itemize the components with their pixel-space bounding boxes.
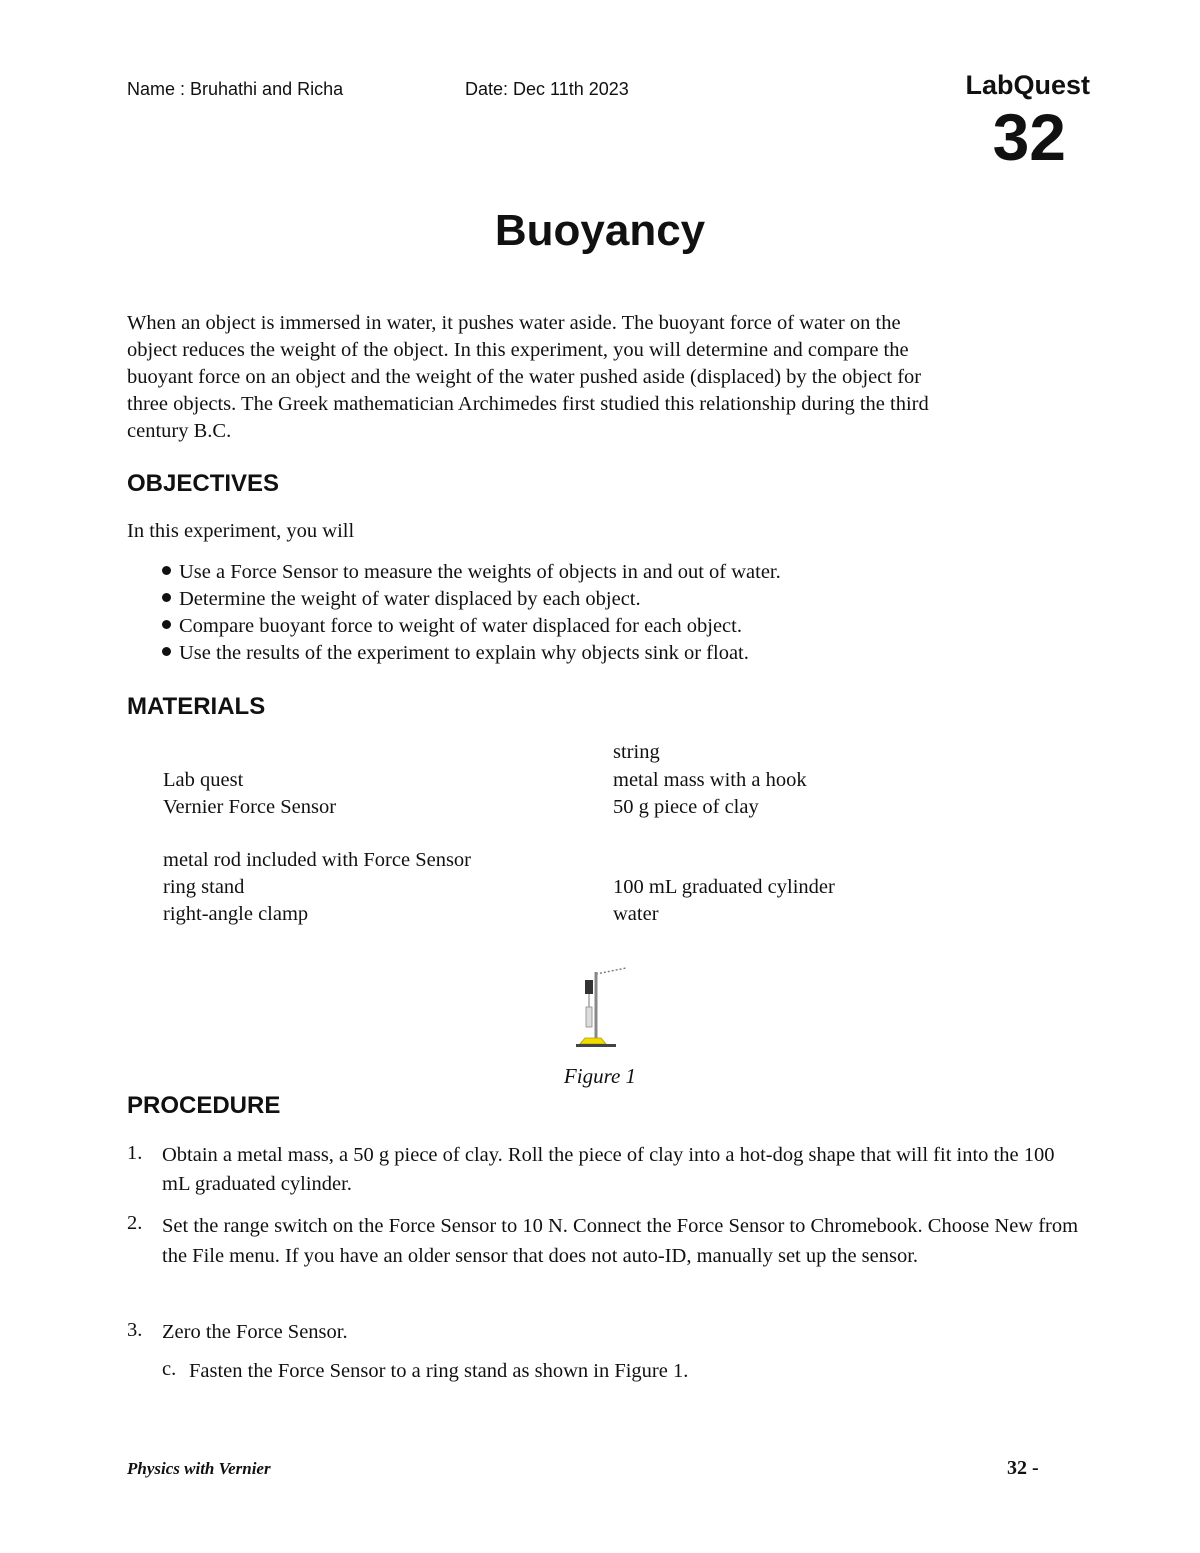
graduated-cylinder — [586, 1007, 592, 1027]
step-text: Obtain a metal mass, a 50 g piece of clay. Roll the piece of clay into a hot-dog shape that will fit into the 100 mL graduated cylinder. — [162, 1144, 1055, 1195]
bullet-icon — [162, 647, 171, 656]
lab-number: 32 — [992, 100, 1066, 174]
stand-base-yellow — [580, 1038, 606, 1044]
material-item: right-angle clamp — [163, 903, 309, 925]
intro-line: buoyant force on an object and the weight of the water pushed aside (displaced) by the object for — [127, 366, 922, 388]
stand-base — [576, 1044, 616, 1047]
material-item: metal rod included with Force Sensor — [163, 849, 472, 871]
labquest-label: LabQuest — [965, 70, 1090, 100]
intro-line: When an object is immersed in water, it pushes water aside. The buoyant force of water on the — [127, 312, 901, 334]
material-item: water — [613, 903, 659, 925]
step-number: 3. — [127, 1319, 143, 1341]
substep-text: Fasten the Force Sensor to a ring stand as shown in Figure 1. — [189, 1360, 689, 1382]
material-item: Vernier Force Sensor — [163, 796, 337, 818]
step-text: Zero the Force Sensor. — [162, 1321, 348, 1343]
objective-item: Use a Force Sensor to measure the weights of objects in and out of water. — [162, 559, 781, 586]
intro-line: object reduces the weight of the object. In this experiment, you will determine and compare the — [127, 339, 909, 361]
material-item: Lab quest — [163, 769, 244, 791]
objectives-lead: In this experiment, you will — [127, 520, 355, 542]
clamp-rod — [596, 968, 626, 974]
objectives-heading: OBJECTIVES — [127, 470, 280, 497]
page-title: Buoyancy — [494, 206, 706, 255]
step-number: 1. — [127, 1142, 143, 1164]
intro-line: three objects. The Greek mathematician Archimedes first studied this relationship during the third — [127, 393, 929, 415]
substep-number: c. — [162, 1358, 177, 1380]
step-text: Set the range switch on the Force Sensor to 10 N. Connect the Force Sensor to Chromebook. Choose New from the File menu. If you have an older sensor that does not auto-ID, manually set up the sensor. — [162, 1215, 1079, 1267]
material-item: string — [613, 741, 660, 763]
footer-book-title: Physics with Vernier — [127, 1459, 271, 1478]
lab-date: Date: Dec 11th 2023 — [465, 79, 629, 99]
footer-page-number: 32 - — [1007, 1457, 1039, 1479]
procedure-heading: PROCEDURE — [127, 1092, 281, 1119]
intro-paragraph — [127, 310, 1072, 445]
material-item: 50 g piece of clay — [613, 796, 759, 818]
objective-item: Determine the weight of water displaced by each object. — [162, 586, 641, 613]
material-item: ring stand — [163, 876, 245, 898]
step-number: 2. — [127, 1212, 143, 1234]
material-item: metal mass with a hook — [613, 769, 807, 791]
material-item: 100 mL graduated cylinder — [613, 876, 835, 898]
intro-line: century B.C. — [127, 420, 232, 442]
force-sensor — [585, 980, 593, 994]
materials-heading: MATERIALS — [127, 693, 266, 720]
objective-item: Use the results of the experiment to explain why objects sink or float. — [162, 640, 749, 667]
student-names: Name : Bruhathi and Richa — [127, 79, 344, 99]
bullet-icon — [162, 566, 171, 575]
bullet-icon — [162, 620, 171, 629]
ring-stand-figure — [570, 960, 640, 1055]
objective-item: Compare buoyant force to weight of water displaced for each object. — [162, 613, 742, 640]
figure-caption: Figure 1 — [563, 1064, 637, 1088]
bullet-icon — [162, 593, 171, 602]
